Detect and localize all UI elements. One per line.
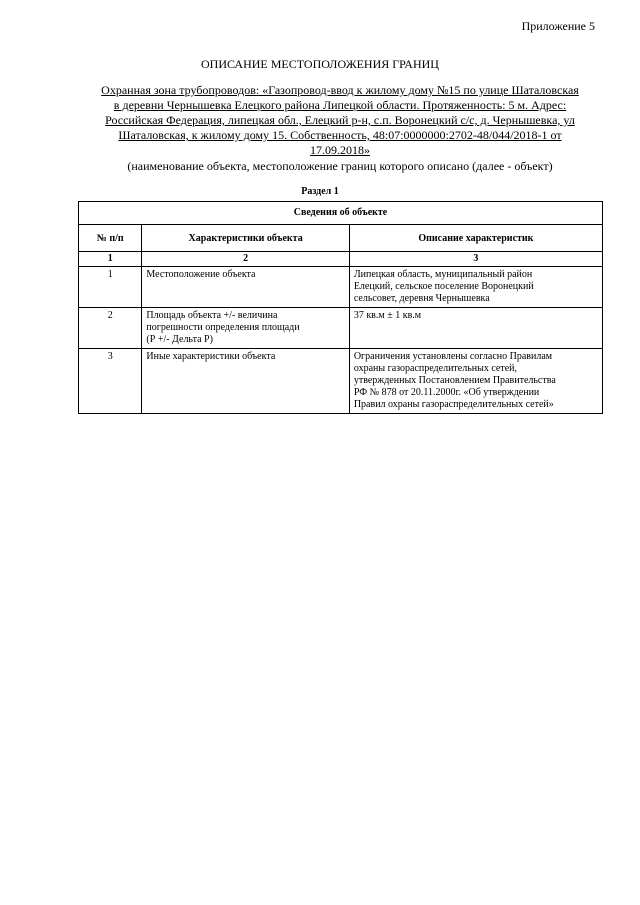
cell-line: охраны газораспределительных сетей,	[353, 363, 518, 374]
row-characteristic	[142, 267, 349, 308]
row-description	[349, 349, 602, 414]
header-description: Описание характеристик	[349, 225, 602, 252]
object-info-table	[78, 201, 603, 414]
cell-line: Елецкий, сельское поселение Воронецкий	[353, 281, 534, 292]
row-characteristic	[142, 349, 349, 414]
object-name-line: Шаталовская, к жилому дому 15. Собственность, 48:07:0000000:2702-48/044/2018-1 от	[118, 128, 562, 142]
row-characteristic	[142, 308, 349, 349]
object-name-line: в деревни Чернышевка Елецкого района Липецкой области. Протяженность: 5 м. Адрес:	[113, 98, 567, 112]
header-characteristic: Характеристики объекта	[142, 225, 349, 252]
cell-line: Правил охраны газораспределительных сетей»	[353, 399, 554, 410]
cell-line: Иные характеристики объекта	[146, 351, 276, 362]
section-label: Раздел 1	[301, 186, 339, 197]
cell-line: Местоположение объекта	[146, 269, 256, 280]
cell-line: 37 кв.м ± 1 кв.м	[353, 310, 422, 321]
row-number: 3	[79, 349, 142, 414]
cell-line: утвержденных Постановлением Правительства	[353, 375, 556, 386]
cell-line: Площадь объекта +/- величина	[146, 310, 278, 321]
header-number: № п/п	[79, 225, 142, 252]
column-number: 3	[349, 252, 602, 267]
row-number: 1	[79, 267, 142, 308]
column-number: 2	[142, 252, 349, 267]
cell-line: Ограничения установлены согласно Правилам	[353, 351, 553, 362]
cell-line: РФ № 878 от 20.11.2000г. «Об утверждении	[353, 387, 540, 398]
object-name	[78, 83, 602, 158]
table-title: Сведения об объекте	[79, 202, 603, 225]
appendix-label: Приложение 5	[521, 19, 595, 33]
row-description	[349, 267, 602, 308]
row-number: 2	[79, 308, 142, 349]
object-name-line: Российская Федерация, липецкая обл., Елецкий р-н, с.п. Воронецкий с/с, д. Чернышевка, ул	[105, 113, 575, 127]
document-title: ОПИСАНИЕ МЕСТОПОЛОЖЕНИЯ ГРАНИЦ	[201, 57, 439, 71]
table-row	[79, 308, 603, 349]
table-row	[79, 349, 603, 414]
object-caption: (наименование объекта, местоположение границ которого описано (далее - объект)	[127, 159, 553, 173]
table-row	[79, 267, 603, 308]
object-name-line: Охранная зона трубопроводов: «Газопровод-ввод к жилому дому №15 по улице Шаталовская	[101, 83, 579, 97]
cell-line: погрешности определения площади	[146, 322, 300, 333]
cell-line: (Р +/- Дельта Р)	[146, 334, 213, 345]
row-description	[349, 308, 602, 349]
column-number: 1	[79, 252, 142, 267]
cell-line: сельсовет, деревня Чернышевка	[353, 293, 490, 304]
cell-line: Липецкая область, муниципальный район	[353, 269, 533, 280]
object-name-line: 17.09.2018»	[310, 143, 370, 157]
